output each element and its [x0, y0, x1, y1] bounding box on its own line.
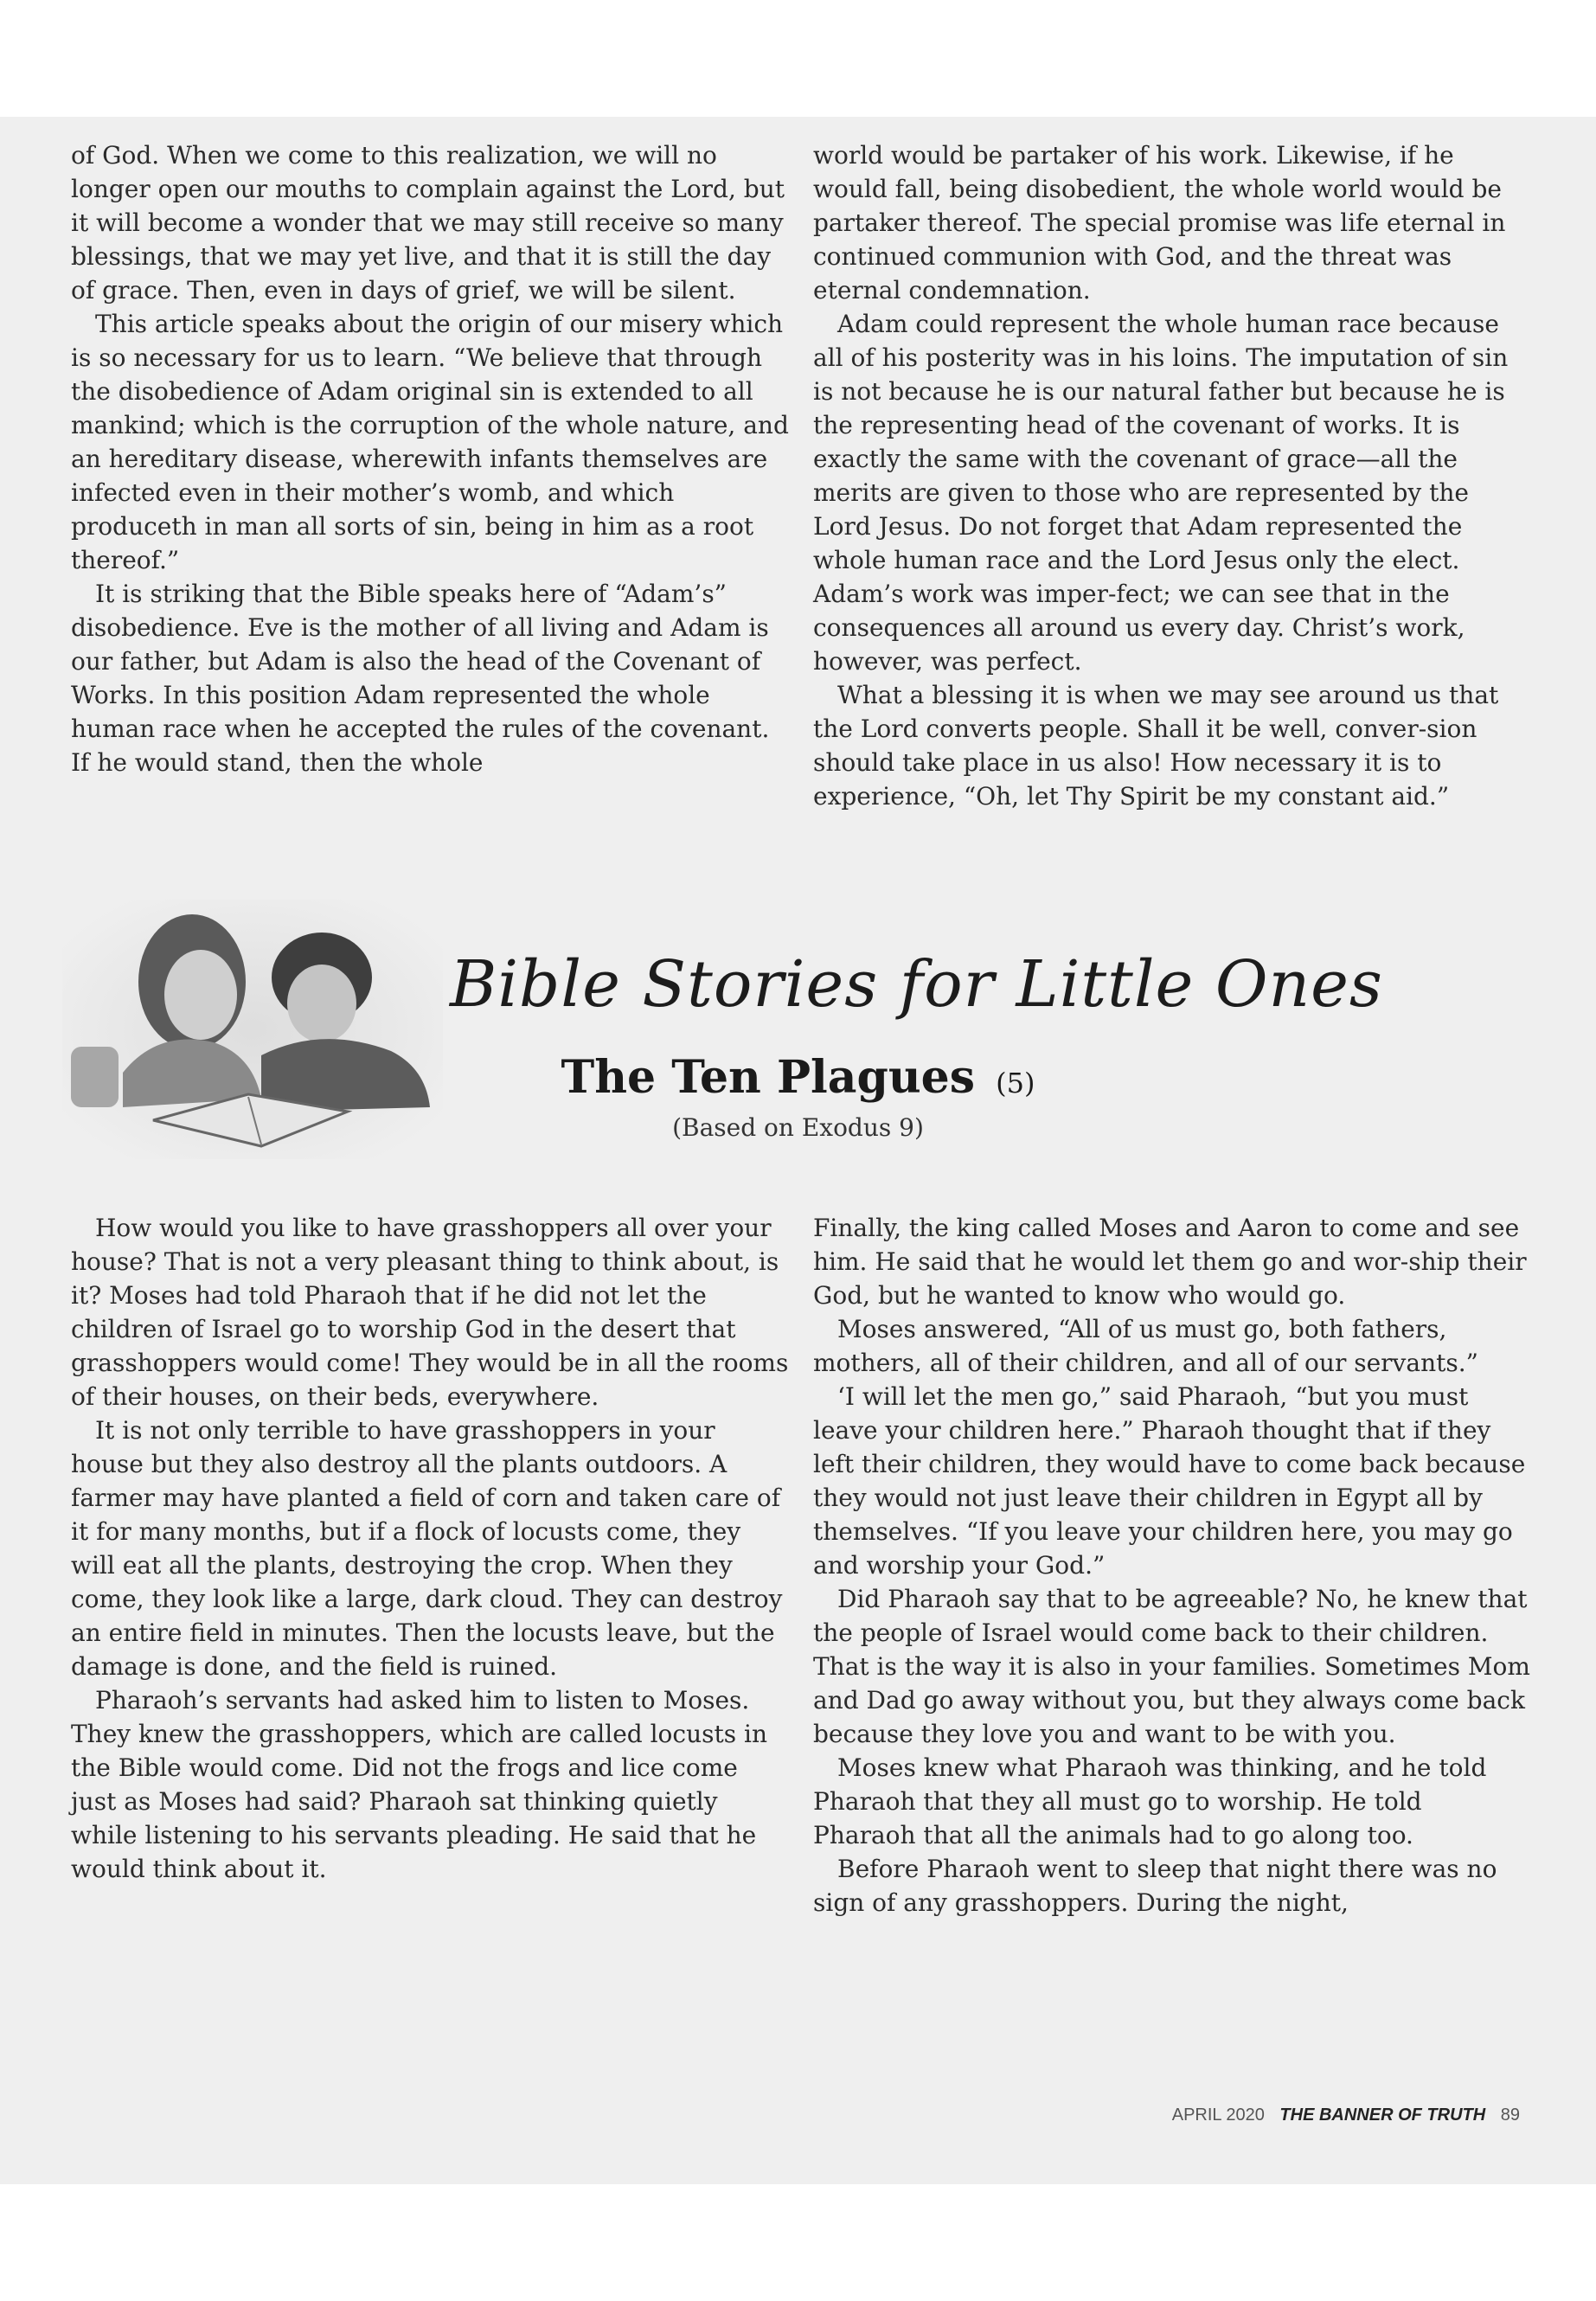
story-subtitle: (Based on Exodus 9)	[672, 1113, 924, 1142]
paragraph: of God. When we come to this realization, we will no longer open our mouths to complain against the Lord, but it will become a wonder that we may still receive so many blessings, that we may yet live, and that it is still the day of grace. Then, even in days of grief, we will be silent.	[71, 141, 785, 304]
paragraph: ‘I will let the men go,” said Pharaoh, “but you must leave your children here.” Pharaoh thought that if they left their children, they would have to come back because they would not just leave their children in Egypt all by themselves. “If you leave your children here, you may go and worship your God.”	[813, 1382, 1526, 1580]
paragraph: Adam could represent the whole human race because all of his posterity was in his loins. The imputation of sin is not because he is our natural father but because he is the representing head of the covenant of works. It is exactly the same with the covenant of grace—all the merits are given to those who are represented by the Lord Jesus. Do not forget that Adam represented the whole human race and the Lord Jesus only the elect. Adam’s work was imper-fect; we can see that in the consequences all around us every day. Christ’s work, however, was perfect.	[813, 310, 1509, 676]
article-column-right	[813, 138, 1531, 813]
story-column-left	[71, 1211, 789, 1886]
magazine-name: THE BANNER OF TRUTH	[1279, 2106, 1486, 2125]
paragraph: How would you like to have grasshoppers all over your house? That is not a very pleasant thing to think about, is it? Moses had told Pharaoh that if he did not let the children of Israel go to worship God in the desert that grasshoppers would come! They would be in all the rooms of their houses, on their beds, everywhere.	[71, 1214, 789, 1411]
paragraph: Before Pharaoh went to sleep that night there was no sign of any grasshoppers. During the night,	[813, 1855, 1497, 1917]
paragraph: Finally, the king called Moses and Aaron to come and see him. He said that he would let them go and wor-ship their God, but he wanted to know who would go.	[813, 1214, 1527, 1310]
paragraph: Pharaoh’s servants had asked him to listen to Moses. They knew the grasshoppers, which are called locusts in the Bible would come. Did not the frogs and lice come just as Moses had said? Pharaoh sat thinking quietly while listening to his servants pleading. He said that he would think about it.	[71, 1686, 767, 1883]
page-footer	[1172, 2106, 1520, 2125]
paragraph: It is not only terrible to have grasshoppers in your house but they also destroy all the plants outdoors. A farmer may have planted a field of corn and taken care of it for many months, but if a flock of locusts come, they will eat all the plants, destroying the crop. When they come, they look like a large, dark cloud. They can destroy an entire field in minutes. Then the locusts leave, but the damage is done, and the field is ruined.	[71, 1416, 783, 1681]
paragraph: world would be partaker of his work. Likewise, if he would fall, being disobedient, the whole world would be partaker thereof. The special promise was life eternal in continued communion with God, and the threat was eternal condemnation.	[813, 141, 1506, 304]
section-banner-title: Bible Stories for Little Ones	[450, 947, 1383, 1022]
story-title-text: The Ten Plagues	[561, 1051, 976, 1104]
paragraph: Moses knew what Pharaoh was thinking, and he told Pharaoh that they all must go to worship. He told Pharaoh that all the animals had to go along too.	[813, 1753, 1487, 1849]
story-column-right	[813, 1211, 1531, 1920]
paragraph: Did Pharaoh say that to be agreeable? No, he knew that the people of Israel would come back to their children. That is the way it is also in your families. Sometimes Mom and Dad go away without you, but they always come back because they love you and want to be with you.	[813, 1585, 1530, 1748]
paragraph: What a blessing it is when we may see around us that the Lord converts people. Shall it be well, conver-sion should take place in us also! How necessary it is to experience, “Oh, let Thy Spirit be my constant aid.”	[813, 681, 1499, 811]
article-column-left	[71, 138, 789, 779]
story-part-number: (5)	[996, 1067, 1035, 1099]
paragraph: This article speaks about the origin of our misery which is so necessary for us to learn. “We believe that through the disobedience of Adam original sin is extended to all mankind; which is the corruption of the whole nature, and an hereditary disease, wherewith infants themselves are infected even in their mother’s womb, and which produceth in man all sorts of sin, being in him as a root thereof.”	[71, 310, 789, 574]
page-number: 89	[1500, 2106, 1520, 2125]
story-title	[0, 1051, 1596, 1104]
paragraph: It is striking that the Bible speaks here of “Adam’s” disobedience. Eve is the mother of all living and Adam is our father, but Adam is also the head of the Covenant of Works. In this position Adam represented the whole human race when he accepted the rules of the covenant. If he would stand, then the whole	[71, 580, 770, 777]
issue-date: APRIL 2020	[1171, 2106, 1265, 2125]
paragraph: Moses answered, “All of us must go, both fathers, mothers, all of their children, and all of our servants.”	[813, 1315, 1478, 1377]
